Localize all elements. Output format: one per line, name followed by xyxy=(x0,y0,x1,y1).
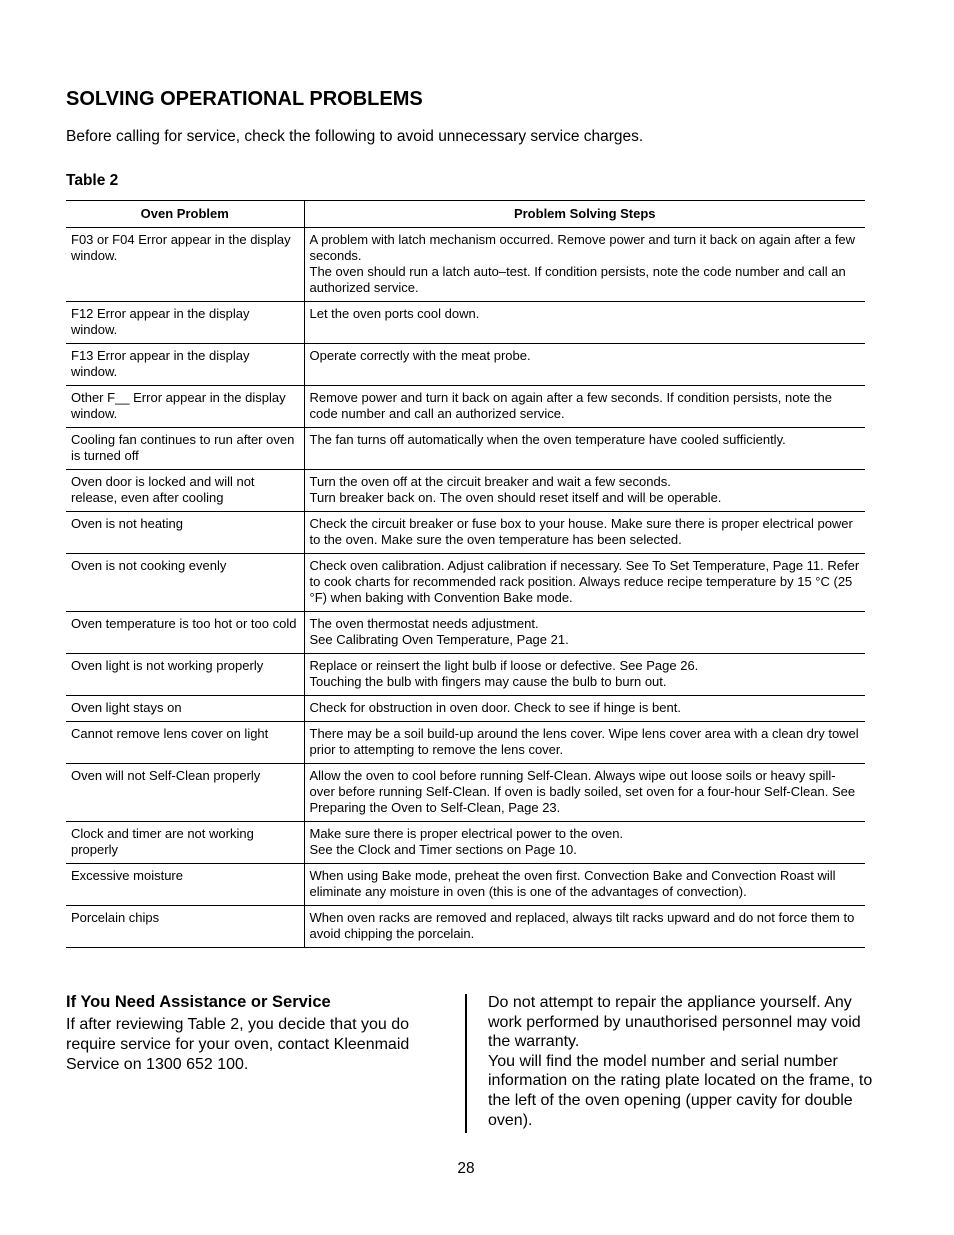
problem-cell: Cannot remove lens cover on light xyxy=(66,722,304,764)
intro-text: Before calling for service, check the following to avoid unnecessary service charges. xyxy=(66,128,644,145)
step-line: Operate correctly with the meat probe. xyxy=(309,348,531,363)
steps-cell xyxy=(304,228,865,302)
problem-cell: Clock and timer are not working properly xyxy=(66,822,304,864)
table-row xyxy=(66,554,865,612)
steps-cell xyxy=(304,554,865,612)
table-row xyxy=(66,906,865,948)
table-row xyxy=(66,654,865,696)
warranty-notes xyxy=(488,993,873,1130)
assistance-body: If after reviewing Table 2, you decide that you do require service for your oven, contact Kleenmaid Service on 1300 652 100. xyxy=(66,1016,410,1073)
page-number: 28 xyxy=(457,1160,475,1177)
steps-cell xyxy=(304,722,865,764)
step-line: See Calibrating Oven Temperature, Page 21. xyxy=(309,632,569,647)
warranty-paragraph: Do not attempt to repair the appliance yourself. Any work performed by unauthorised personnel may void the warranty. xyxy=(488,994,861,1051)
table-body xyxy=(66,228,865,948)
steps-cell xyxy=(304,612,865,654)
assistance-heading: If You Need Assistance or Service xyxy=(66,993,331,1011)
problem-cell: F12 Error appear in the display window. xyxy=(66,302,304,344)
problem-cell: Oven light stays on xyxy=(66,696,304,722)
problem-cell: F13 Error appear in the display window. xyxy=(66,344,304,386)
table-row xyxy=(66,228,865,302)
step-line: See the Clock and Timer sections on Page 10. xyxy=(309,842,577,857)
table-row xyxy=(66,764,865,822)
table-row xyxy=(66,822,865,864)
steps-cell xyxy=(304,864,865,906)
problem-cell: Porcelain chips xyxy=(66,906,304,948)
table-row xyxy=(66,612,865,654)
header-problem-solving-steps: Problem Solving Steps xyxy=(304,201,865,228)
step-line: There may be a soil build-up around the lens cover. Wipe lens cover area with a clean dry towel prior to attempting to remove the lens cover. xyxy=(309,726,859,757)
step-line: Make sure there is proper electrical power to the oven. xyxy=(309,826,624,841)
step-line: Let the oven ports cool down. xyxy=(309,306,480,321)
step-line: When using Bake mode, preheat the oven first. Convection Bake and Convection Roast will eliminate any moisture in oven (this is one of the advantages of convection). xyxy=(309,868,836,899)
table-row xyxy=(66,512,865,554)
column-divider xyxy=(465,994,467,1133)
problem-cell: Oven door is locked and will not release, even after cooling xyxy=(66,470,304,512)
header-oven-problem: Oven Problem xyxy=(66,201,304,228)
table-row xyxy=(66,722,865,764)
table-label: Table 2 xyxy=(66,172,119,189)
problem-cell: F03 or F04 Error appear in the display window. xyxy=(66,228,304,302)
problem-cell: Other F__ Error appear in the display window. xyxy=(66,386,304,428)
rating-plate-paragraph: You will find the model number and serial number information on the rating plate located on the frame, to the left of the oven opening (upper cavity for double oven). xyxy=(488,1052,873,1129)
problems-table xyxy=(66,200,865,948)
steps-cell xyxy=(304,512,865,554)
problem-cell: Excessive moisture xyxy=(66,864,304,906)
steps-cell xyxy=(304,470,865,512)
step-line: Remove power and turn it back on again after a few seconds. If condition persists, note the code number and call an authorized service. xyxy=(309,390,832,421)
step-line: Allow the oven to cool before running Self-Clean. Always wipe out loose soils or heavy spill-over before running Self-Clean. If oven is badly soiled, set oven for a four-hour Self-Clean. See Preparing the Oven to Self-Clean, Page 23. xyxy=(309,768,856,815)
step-line: When oven racks are removed and replaced, always tilt racks upward and do not force them to avoid chipping the porcelain. xyxy=(309,910,855,941)
table-row xyxy=(66,864,865,906)
table-row xyxy=(66,344,865,386)
page-title: SOLVING OPERATIONAL PROBLEMS xyxy=(66,88,423,110)
steps-cell xyxy=(304,302,865,344)
table-row xyxy=(66,302,865,344)
step-line: Turn breaker back on. The oven should reset itself and will be operable. xyxy=(309,490,722,505)
problem-cell: Oven is not cooking evenly xyxy=(66,554,304,612)
steps-cell xyxy=(304,386,865,428)
steps-cell xyxy=(304,654,865,696)
steps-cell xyxy=(304,344,865,386)
steps-cell xyxy=(304,764,865,822)
step-line: The fan turns off automatically when the oven temperature have cooled sufficiently. xyxy=(309,432,786,447)
problem-cell: Oven light is not working properly xyxy=(66,654,304,696)
table-row xyxy=(66,386,865,428)
steps-cell xyxy=(304,696,865,722)
step-line: Check for obstruction in oven door. Check to see if hinge is bent. xyxy=(309,700,681,715)
problem-cell: Oven temperature is too hot or too cold xyxy=(66,612,304,654)
step-line: The oven should run a latch auto–test. If condition persists, note the code number and call an authorized service. xyxy=(309,264,846,295)
table-row xyxy=(66,696,865,722)
step-line: Replace or reinsert the light bulb if loose or defective. See Page 26. xyxy=(309,658,699,673)
step-line: Touching the bulb with fingers may cause the bulb to burn out. xyxy=(309,674,667,689)
problem-cell: Cooling fan continues to run after oven is turned off xyxy=(66,428,304,470)
step-line: The oven thermostat needs adjustment. xyxy=(309,616,539,631)
steps-cell xyxy=(304,906,865,948)
problem-cell: Oven will not Self-Clean properly xyxy=(66,764,304,822)
step-line: Check oven calibration. Adjust calibration if necessary. See To Set Temperature, Page 11. Refer to cook charts for recommended rack position. Always reduce recipe temperature by 15 °C (25 °F) when baking with Convention Bake mode. xyxy=(309,558,860,605)
table-row xyxy=(66,428,865,470)
table-header-row xyxy=(66,201,865,228)
step-line: A problem with latch mechanism occurred. Remove power and turn it back on again after a few seconds. xyxy=(309,232,856,263)
table-row xyxy=(66,470,865,512)
problem-cell: Oven is not heating xyxy=(66,512,304,554)
steps-cell xyxy=(304,822,865,864)
steps-cell xyxy=(304,428,865,470)
step-line: Turn the oven off at the circuit breaker and wait a few seconds. xyxy=(309,474,671,489)
step-line: Check the circuit breaker or fuse box to your house. Make sure there is proper electrical power to the oven. Make sure the oven temperature has been selected. xyxy=(309,516,853,547)
